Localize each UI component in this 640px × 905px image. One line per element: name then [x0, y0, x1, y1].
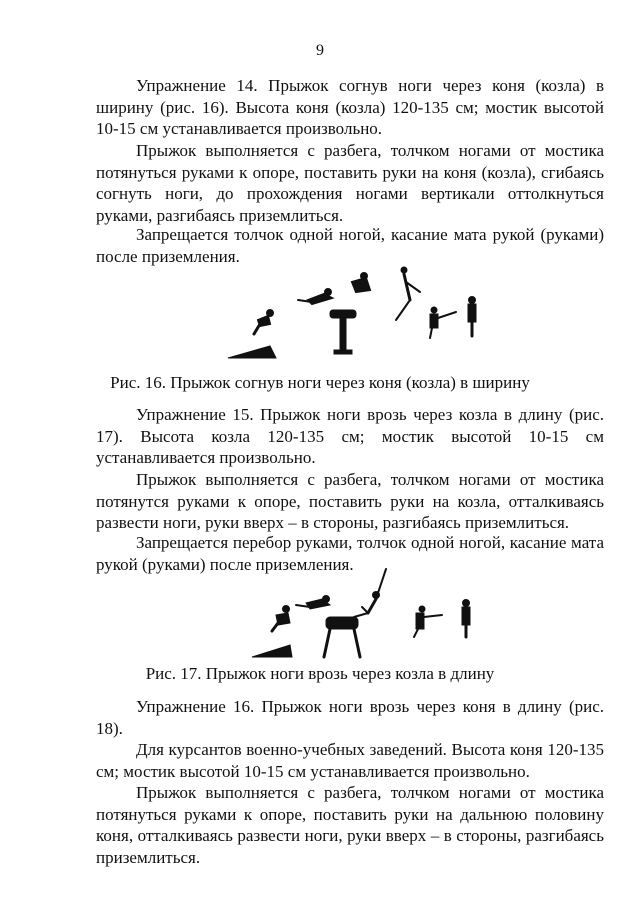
figure-16-illustration	[220, 262, 480, 372]
exercise-16-title: Упражнение 16. Прыжок ноги врозь через коня в длину (рис. 18).	[96, 697, 604, 738]
exercise-15-title: Упражнение 15. Прыжок ноги врозь через козла в длину (рис. 17). Высота козла 120-135 см; мостик высотой 10-15 см устанавливается произвольно.	[96, 405, 604, 467]
exercise-16-description: Прыжок выполняется с разбега, толчком ногами от мостика потянуться руками к опоре, поставить руки на дальнюю половину коня, отталкиваясь развести ноги, руки вверх – в стороны, разгибаясь приземлиться.	[96, 783, 604, 867]
page-number: 9	[316, 42, 324, 59]
exercise-14-forbidden: Запрещается толчок одной ногой, касание мата рукой (руками) после приземления.	[96, 225, 604, 266]
exercise-16-cadets: Для курсантов военно-учебных заведений. Высота коня 120-135 см; мостик высотой 10-15 см устанавливается произвольно.	[96, 740, 604, 781]
exercise-15-description: Прыжок выполняется с разбега, толчком ногами от мостика потянутся руками к опоре, поставить руки на козла, отталкиваясь развести ноги, руки вверх – в стороны, разгибаясь приземлиться.	[96, 470, 604, 532]
springboard-shape	[228, 346, 276, 358]
exercise-15-forbidden: Запрещается перебор руками, толчок одной ногой, касание мата рукой (руками) после приземления.	[96, 533, 604, 574]
exercise-14-description: Прыжок выполняется с разбега, толчком ногами от мостика потянуться руками к опоре, поставить руки на коня (козла), сгибаясь согнуть ноги, до прохождения ногами вертикали оттолкнуться руками, разгибаясь приземлиться.	[96, 141, 604, 225]
exercise-14-title: Упражнение 14. Прыжок согнув ноги через коня (козла) в ширину (рис. 16). Высота коня (козла) 120-135 см; мостик высотой 10-15 см устанавливается произвольно.	[96, 76, 604, 138]
vault-sequence-17-drawing	[250, 565, 480, 665]
figure-17-illustration	[250, 565, 480, 665]
figure-16-caption: Рис. 16. Прыжок согнув ноги через коня (козла) в ширину	[110, 373, 530, 392]
figure-17-caption: Рис. 17. Прыжок ноги врозь через козла в длину	[145, 664, 495, 683]
vault-sequence-16-drawing	[220, 262, 480, 372]
